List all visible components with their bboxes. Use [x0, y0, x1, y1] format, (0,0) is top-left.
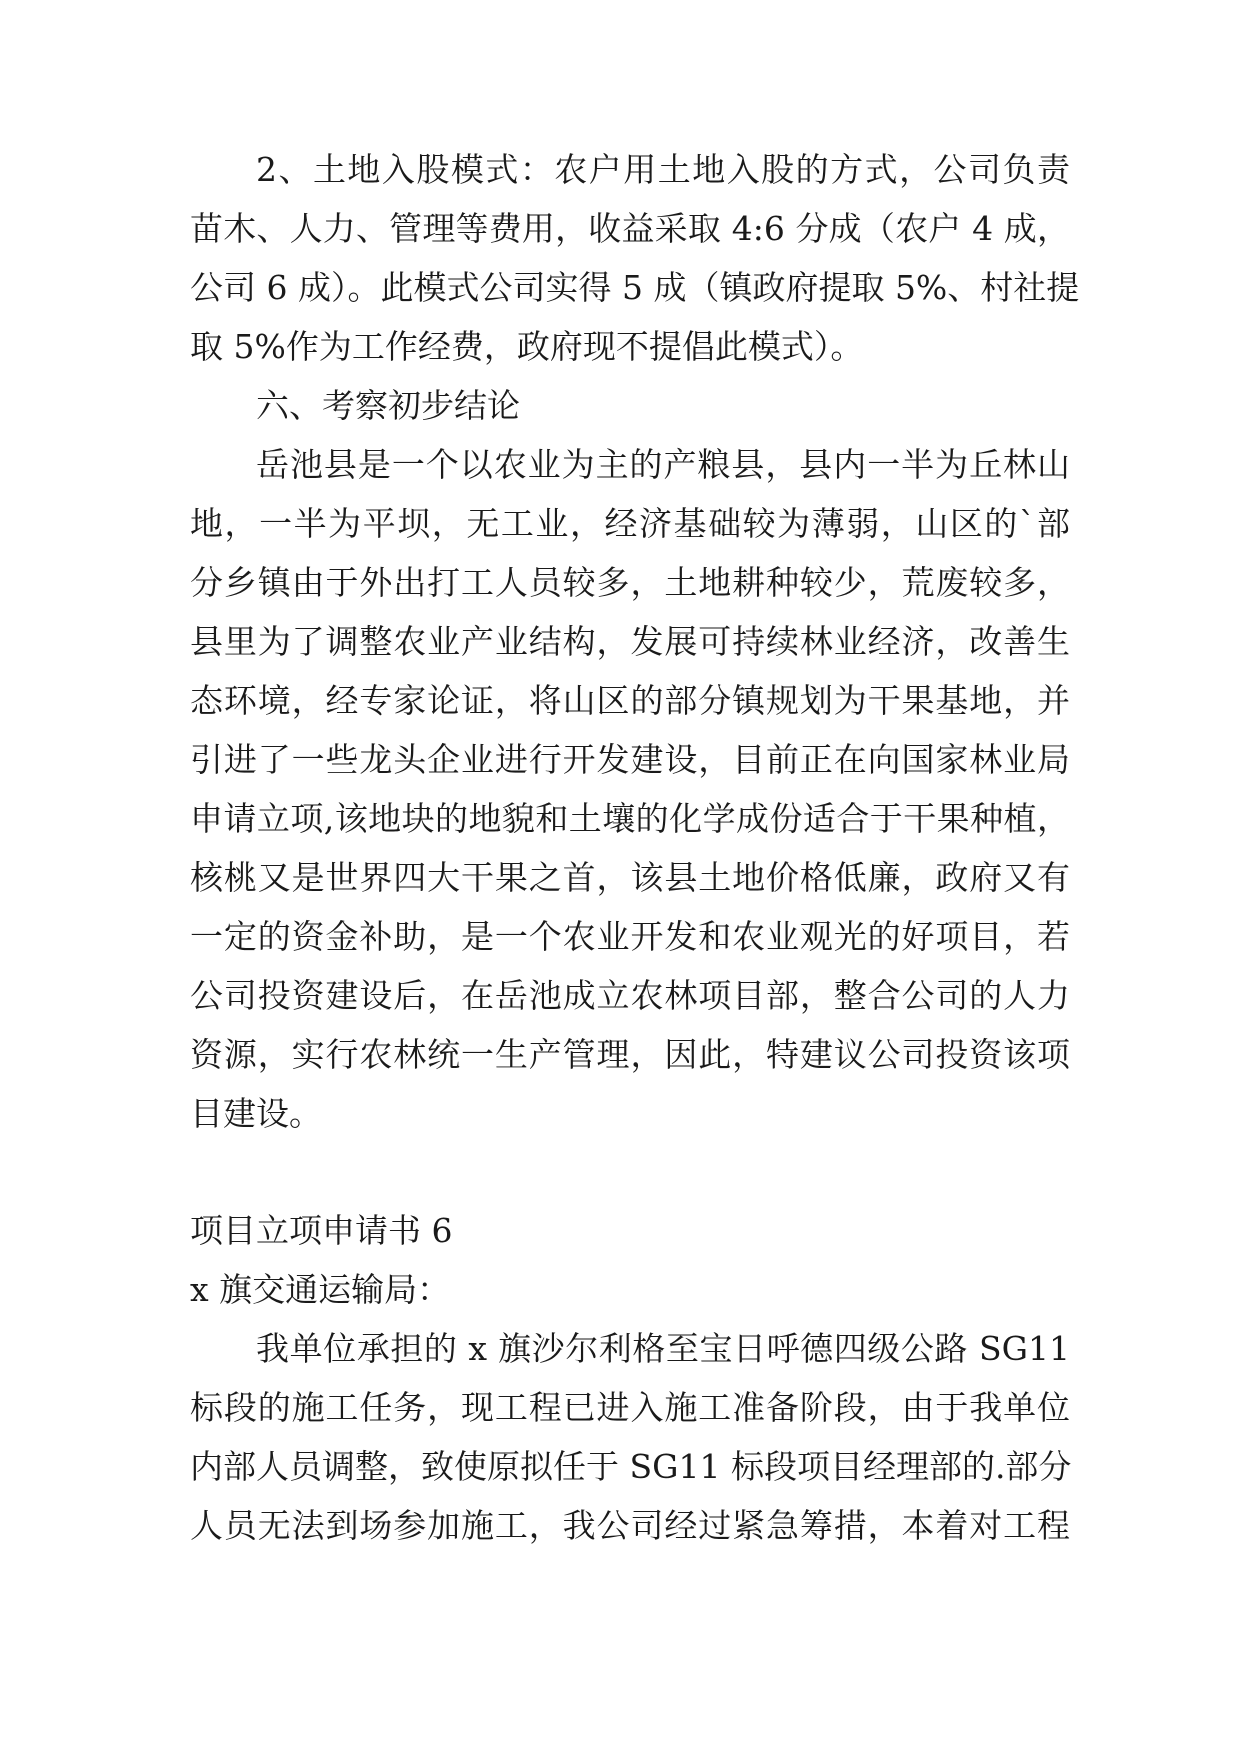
paragraph-line: 岳池县是一个以农业为主的产粮县，县内一半为丘林山 [256, 445, 1070, 484]
paragraph-line: 资源，实行农林统一生产管理，因此，特建议公司投资该项 [190, 1035, 1070, 1074]
paragraph-line: 公司投资建设后，在岳池成立农林项目部，整合公司的人力 [190, 976, 1070, 1015]
paragraph-line: 我单位承担的 x 旗沙尔利格至宝日呼德四级公路 SG11 [256, 1329, 1070, 1368]
paragraph-line: 引进了一些龙头企业进行开发建设，目前正在向国家林业局 [190, 740, 1070, 779]
paragraph-line: 核桃又是世界四大干果之首，该县土地价格低廉，政府又有 [190, 858, 1070, 897]
paragraph-line: 分乡镇由于外出打工人员较多，土地耕种较少，荒废较多， [190, 563, 1070, 602]
paragraph-line: 苗木、人力、管理等费用，收益采取 4:6 分成（农户 4 成， [190, 209, 1070, 248]
paragraph-line: 标段的施工任务，现工程已进入施工准备阶段，由于我单位 [190, 1388, 1070, 1427]
paragraph-line: 态环境，经专家论证，将山区的部分镇规划为干果基地，并 [190, 681, 1070, 720]
paragraph-line: 申请立项,该地块的地貌和土壤的化学成份适合于干果种植， [190, 799, 1070, 838]
paragraph-line: 人员无法到场参加施工，我公司经过紧急筹措，本着对工程 [190, 1506, 1070, 1545]
document-title: 项目立项申请书 6 [190, 1211, 453, 1250]
paragraph-line: 内部人员调整，致使原拟任于 SG11 标段项目经理部的.部分 [190, 1447, 1072, 1486]
paragraph-line: 取 5%作为工作经费，政府现不提倡此模式）。 [190, 327, 864, 366]
section-heading: 六、考察初步结论 [256, 386, 520, 425]
salutation: x 旗交通运输局： [190, 1270, 451, 1309]
paragraph-line: 一定的资金补助，是一个农业开发和农业观光的好项目，若 [190, 917, 1070, 956]
paragraph-line: 目建设。 [190, 1094, 322, 1133]
paragraph-line: 县里为了调整农业产业结构，发展可持续林业经济，改善生 [190, 622, 1070, 661]
paragraph-line: 公司 6 成）。此模式公司实得 5 成（镇政府提取 5%、村社提 [190, 268, 1080, 307]
paragraph-line: 地，一半为平坝，无工业，经济基础较为薄弱，山区的`部 [190, 504, 1070, 543]
paragraph-line: 2、土地入股模式：农户用土地入股的方式，公司负责 [256, 150, 1070, 189]
